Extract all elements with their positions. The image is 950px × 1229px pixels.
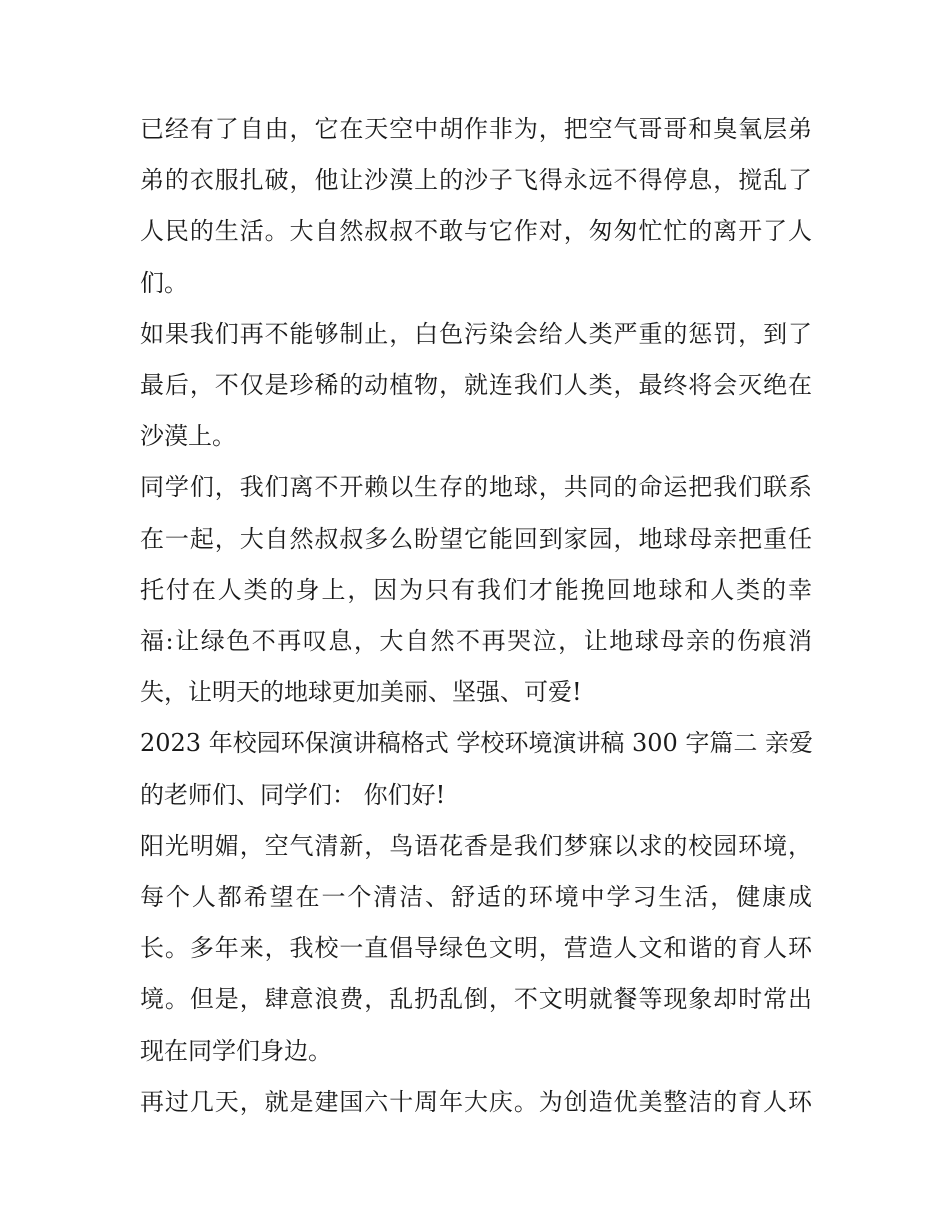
text-line: 2023 年校园环保演讲稿格式 学校环境演讲稿 300 字篇二 亲爱 — [140, 729, 814, 758]
text-line: 福:让绿色不再叹息，大自然不再哭泣，让地球母亲的伤痕消 — [140, 627, 812, 656]
text-line: 托付在人类的身上，因为只有我们才能挽回地球和人类的幸 — [140, 575, 812, 604]
text-line: 的老师们、同学们： 你们好! — [140, 780, 446, 809]
paragraph-classmates — [140, 462, 812, 718]
paragraph-section-heading — [140, 718, 812, 820]
text-line: 境。但是，肆意浪费，乱扔乱倒，不文明就餐等现象却时常出 — [140, 985, 812, 1014]
text-line: 最后，不仅是珍稀的动植物，就连我们人类，最终将会灭绝在 — [140, 371, 812, 400]
text-line: 们。 — [140, 268, 188, 297]
document-body — [140, 104, 812, 1128]
text-line: 再过几天，就是建国六十周年大庆。为创造优美整洁的育人环 — [140, 1087, 812, 1116]
text-line: 已经有了自由，它在天空中胡作非为，把空气哥哥和臭氧层弟 — [140, 115, 812, 143]
text-line: 人民的生活。大自然叔叔不敢与它作对，匆匆忙忙的离开了人 — [140, 217, 812, 246]
paragraph-campus-environment — [140, 821, 812, 1077]
text-line: 同学们，我们离不开赖以生存的地球，共同的命运把我们联系 — [140, 473, 812, 502]
paragraph-anniversary — [140, 1077, 812, 1128]
text-line: 现在同学们身边。 — [140, 1036, 332, 1065]
paragraph-freedom — [140, 104, 812, 309]
text-line: 失，让明天的地球更加美丽、坚强、可爱! — [140, 678, 582, 707]
text-line: 弟的衣服扎破，他让沙漠上的沙子飞得永远不得停息，搅乱了 — [140, 166, 812, 195]
text-line: 长。多年来，我校一直倡导绿色文明，营造人文和谐的育人环 — [140, 934, 812, 963]
text-line: 沙漠上。 — [140, 422, 236, 451]
text-line: 每个人都希望在一个清洁、舒适的环境中学习生活，健康成 — [140, 883, 812, 912]
text-line: 在一起，大自然叔叔多么盼望它能回到家园，地球母亲把重任 — [140, 524, 812, 553]
paragraph-warning — [140, 309, 812, 463]
text-line: 如果我们再不能够制止，白色污染会给人类严重的惩罚，到了 — [140, 319, 812, 348]
text-line: 阳光明媚，空气清新，鸟语花香是我们梦寐以求的校园环境， — [140, 831, 812, 860]
